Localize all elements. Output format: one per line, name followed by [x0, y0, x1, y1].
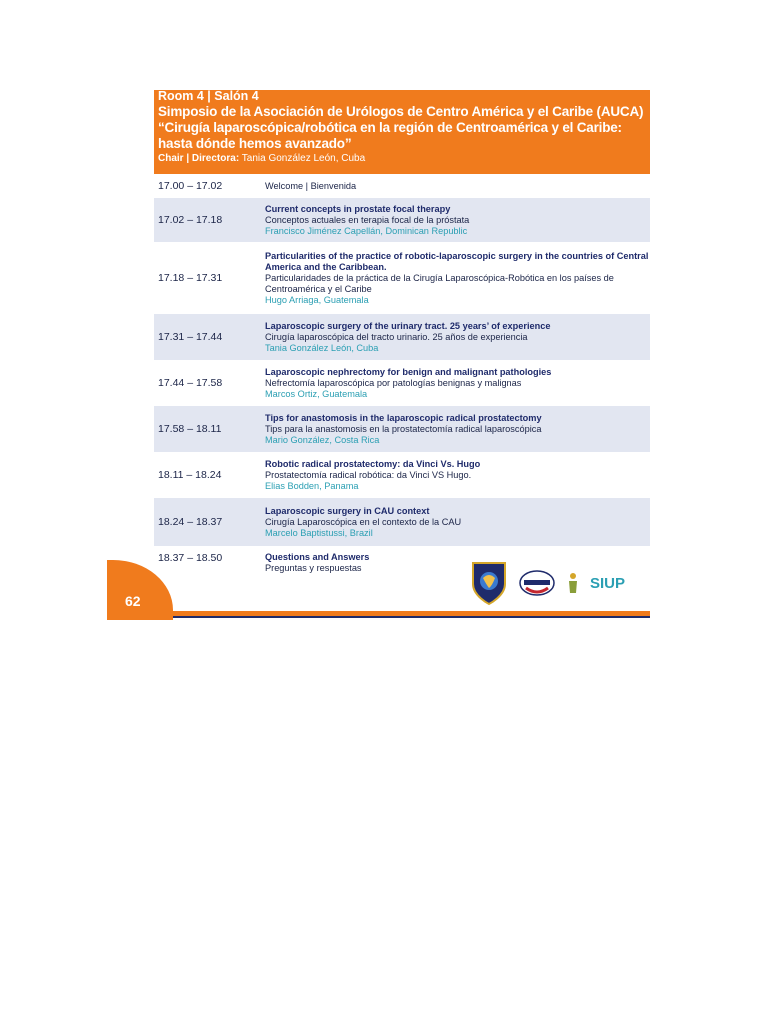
- session-time: 18.11 – 18.24: [158, 469, 222, 481]
- session-speaker: Hugo Arriaga, Guatemala: [265, 294, 369, 305]
- session-time: 18.37 – 18.50: [158, 552, 223, 564]
- session-title-en: Laparoscopic nephrectomy for benign and malignant pathologies: [265, 366, 552, 377]
- session-time: 18.24 – 18.37: [158, 516, 223, 528]
- session-speaker: Mario González, Costa Rica: [265, 434, 380, 445]
- session-title-es: Welcome | Bienvenida: [265, 180, 357, 191]
- session-table: [154, 174, 650, 580]
- session-title-es: Nefrectomía laparoscópica por patologías benignas y malignas: [265, 377, 522, 388]
- session-speaker: Elias Bodden, Panama: [265, 480, 359, 491]
- table-row: [154, 314, 650, 360]
- session-time: 17.58 – 18.11: [158, 423, 222, 435]
- session-time: 17.18 – 17.31: [158, 272, 223, 284]
- table-row: [154, 360, 650, 406]
- siup-logo-text: SIUP: [590, 574, 626, 592]
- chair-line: [158, 153, 650, 165]
- symposium-title: Simposio de la Asociación de Urólogos de Centro América y el Caribe (AUCA) “Cirugía laparoscópica/robótica en la región de Centroamérica y el Caribe: hasta dónde hemos avanzado”: [158, 104, 644, 151]
- chair-label: Chair | Directora:: [158, 153, 240, 164]
- dominican-society-logo-icon: [518, 568, 556, 598]
- table-row: [154, 242, 650, 314]
- session-title-en: Laparoscopic surgery in CAU context: [265, 505, 430, 516]
- session-title-es: Preguntas y respuestas: [265, 563, 362, 573]
- page-number: 62: [125, 593, 141, 609]
- sponsor-logos: [470, 560, 625, 606]
- session-title-es: Cirugía laparoscópica del tracto urinario. 25 años de experiencia: [265, 331, 528, 342]
- table-row: [154, 198, 650, 242]
- session-time: 17.44 – 17.58: [158, 377, 223, 389]
- session-title-en: Particularities of the practice of robotic-laparoscopic surgery in the countries of Central America and the Caribbean.: [265, 250, 649, 272]
- session-title-en: Questions and Answers: [265, 552, 370, 562]
- siup-figure-icon: [566, 572, 580, 594]
- session-title-en: Laparoscopic surgery of the urinary tract. 25 years’ of experience: [265, 320, 551, 331]
- session-title-es: Tips para la anastomosis en la prostatectomía radical laparoscópica: [265, 423, 542, 434]
- session-title-es: Particularidades de la práctica de la Cirugía Laparoscópica-Robótica en los países de Centroamérica y el Caribe: [265, 272, 614, 294]
- table-row: [154, 498, 650, 546]
- table-row: [154, 452, 650, 498]
- session-title-es: Prostatectomía radical robótica: da Vinci VS Hugo.: [265, 469, 472, 480]
- footer-navy-rule: [173, 616, 650, 618]
- session-title-en: Robotic radical prostatectomy: da Vinci Vs. Hugo: [265, 458, 481, 469]
- session-speaker: Tania González León, Cuba: [265, 342, 379, 353]
- chair-name: Tania González León, Cuba: [241, 153, 366, 164]
- session-time: 17.00 – 17.02: [158, 180, 223, 192]
- session-title-en: Tips for anastomosis in the laparoscopic radical prostatectomy: [265, 412, 542, 423]
- session-speaker: Francisco Jiménez Capellán, Dominican Republic: [265, 225, 468, 236]
- session-title-es: Conceptos actuales en terapia focal de la próstata: [265, 214, 470, 225]
- session-header: [154, 90, 650, 174]
- session-time: 17.31 – 17.44: [158, 331, 223, 343]
- session-time: 17.02 – 17.18: [158, 214, 223, 226]
- table-row: [154, 406, 650, 452]
- auca-shield-logo-icon: [470, 560, 508, 606]
- room-label: Room 4 | Salón 4: [158, 90, 259, 103]
- session-title-es: Cirugía Laparoscópica en el contexto de la CAU: [265, 516, 462, 527]
- session-speaker: Marcelo Baptistussi, Brazil: [265, 527, 373, 538]
- table-row: [154, 174, 650, 198]
- session-speaker: Marcos Ortiz, Guatemala: [265, 388, 368, 399]
- session-title-en: Current concepts in prostate focal therapy: [265, 203, 451, 214]
- program-page: [107, 90, 650, 620]
